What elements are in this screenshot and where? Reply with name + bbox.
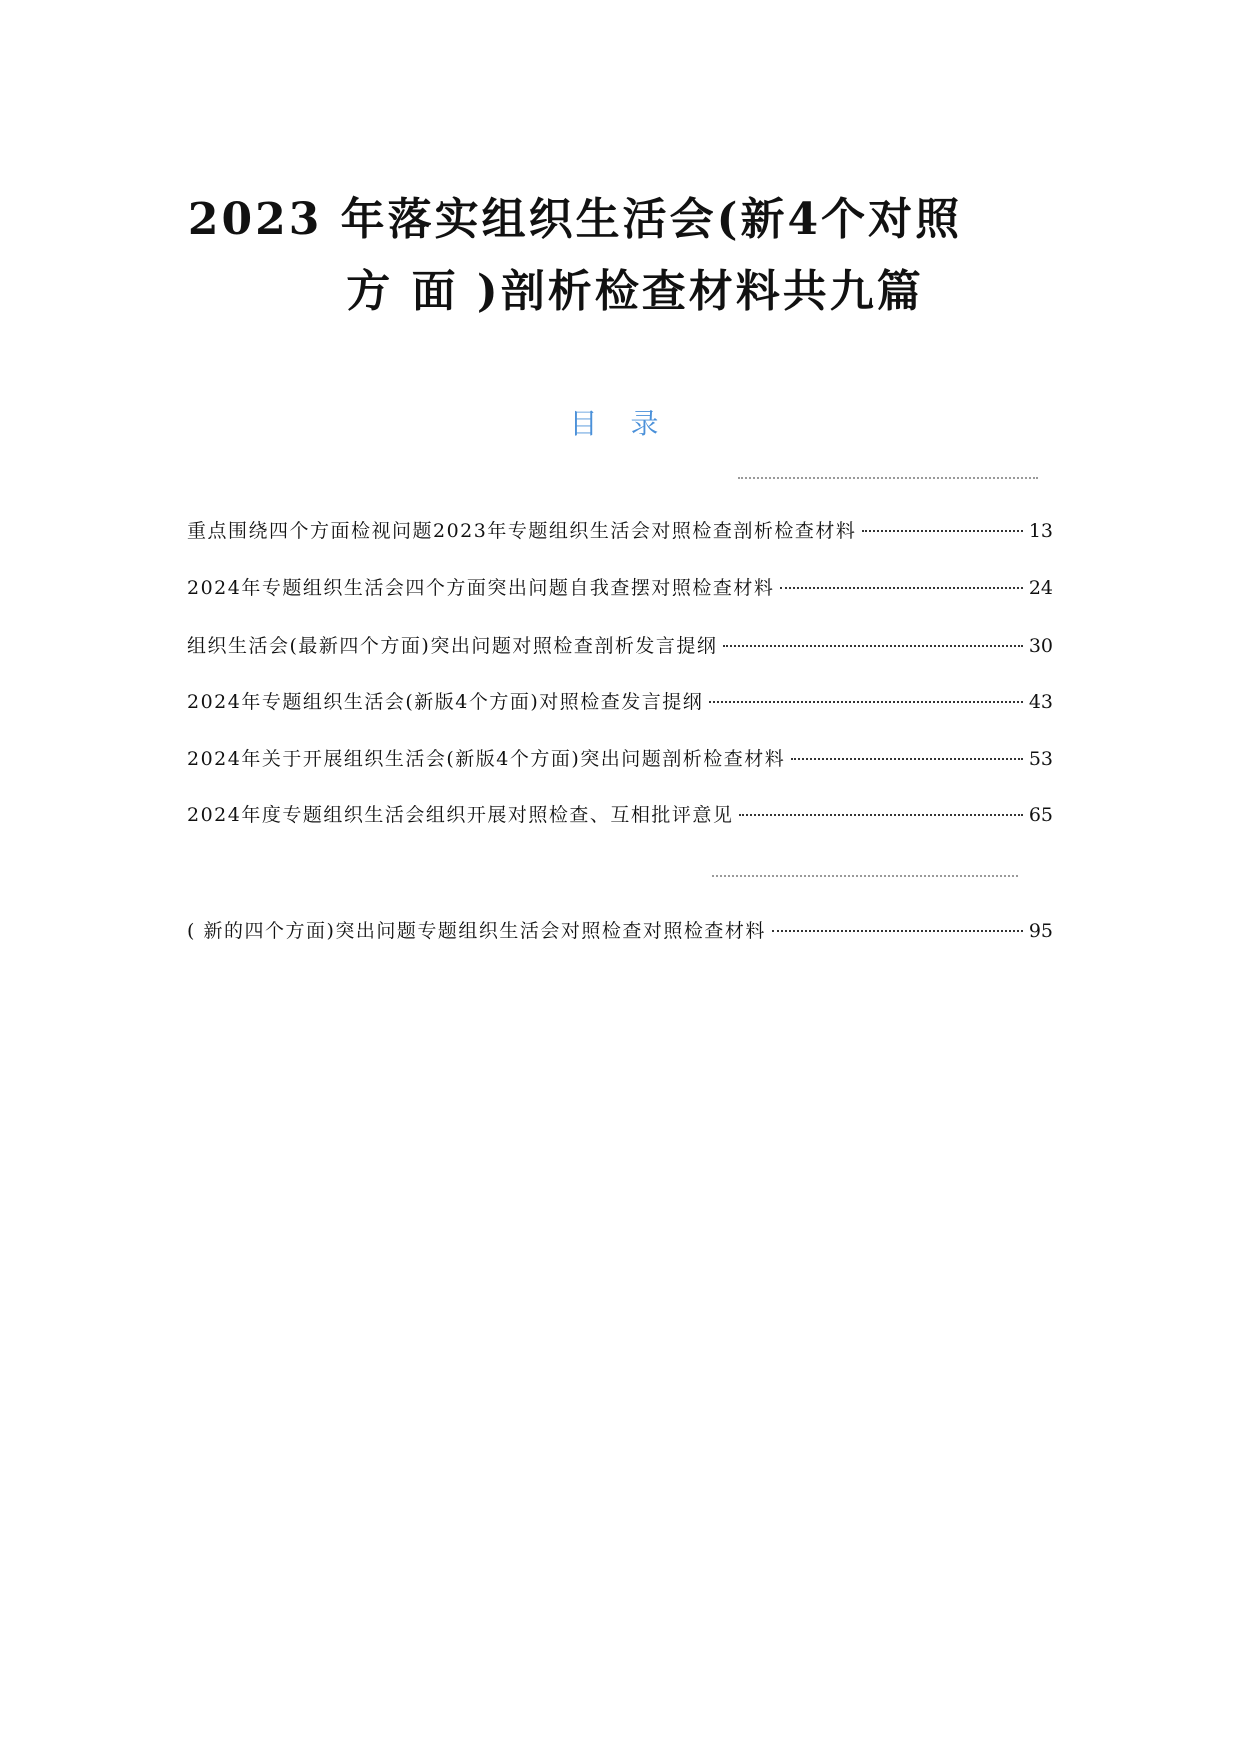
toc-entry[interactable]: [187, 631, 1053, 658]
toc-leader-dots: [723, 645, 1022, 647]
toc-entry-title: 2024年关于开展组织生活会(新版4个方面)突出问题剖析检查材料: [187, 748, 786, 770]
toc-page-number: 95: [1028, 920, 1053, 942]
toc-entry[interactable]: [187, 744, 1053, 771]
toc-entry[interactable]: [187, 516, 1053, 543]
toc-divider-middle: [712, 875, 1018, 877]
toc-entry[interactable]: [187, 573, 1053, 600]
toc-leader-dots: [791, 758, 1023, 760]
toc-entry-title: ( 新的四个方面)突出问题专题组织生活会对照检查对照检查材料: [187, 920, 766, 942]
document-title-line-1: 2023 年落实组织生活会(新4个对照: [187, 194, 963, 245]
toc-leader-dots: [739, 814, 1022, 816]
toc-page-number: 53: [1028, 748, 1053, 770]
toc-leader-dots: [780, 587, 1022, 589]
toc-leader-dots: [709, 701, 1023, 703]
toc-entry[interactable]: [187, 800, 1053, 827]
toc-entry-title: 2024年度专题组织生活会组织开展对照检查、互相批评意见: [187, 804, 734, 826]
toc-page-number: 24: [1028, 577, 1053, 599]
toc-entry-title: 2024年专题组织生活会(新版4个方面)对照检查发言提纲: [187, 691, 704, 713]
toc-leader-dots: [772, 930, 1023, 932]
document-title-line-2: 方 面 )剖析检查材料共九篇: [346, 266, 924, 317]
toc-page-number: 65: [1028, 804, 1053, 826]
toc-entry[interactable]: [187, 687, 1053, 714]
toc-divider-top: [738, 477, 1038, 479]
toc-page-number: 43: [1028, 691, 1053, 713]
toc-page-number: 30: [1028, 635, 1053, 657]
toc-entry-title: 组织生活会(最新四个方面)突出问题对照检查剖析发言提纲: [187, 635, 718, 657]
toc-leader-dots: [862, 530, 1022, 532]
toc-entry[interactable]: [187, 916, 1053, 943]
toc-entry-title: 2024年专题组织生活会四个方面突出问题自我查摆对照检查材料: [187, 577, 775, 599]
toc-heading: 目 录: [569, 407, 671, 440]
toc-page-number: 13: [1028, 520, 1053, 542]
toc-entry-title: 重点围绕四个方面检视问题2023年专题组织生活会对照检查剖析检查材料: [187, 520, 857, 542]
